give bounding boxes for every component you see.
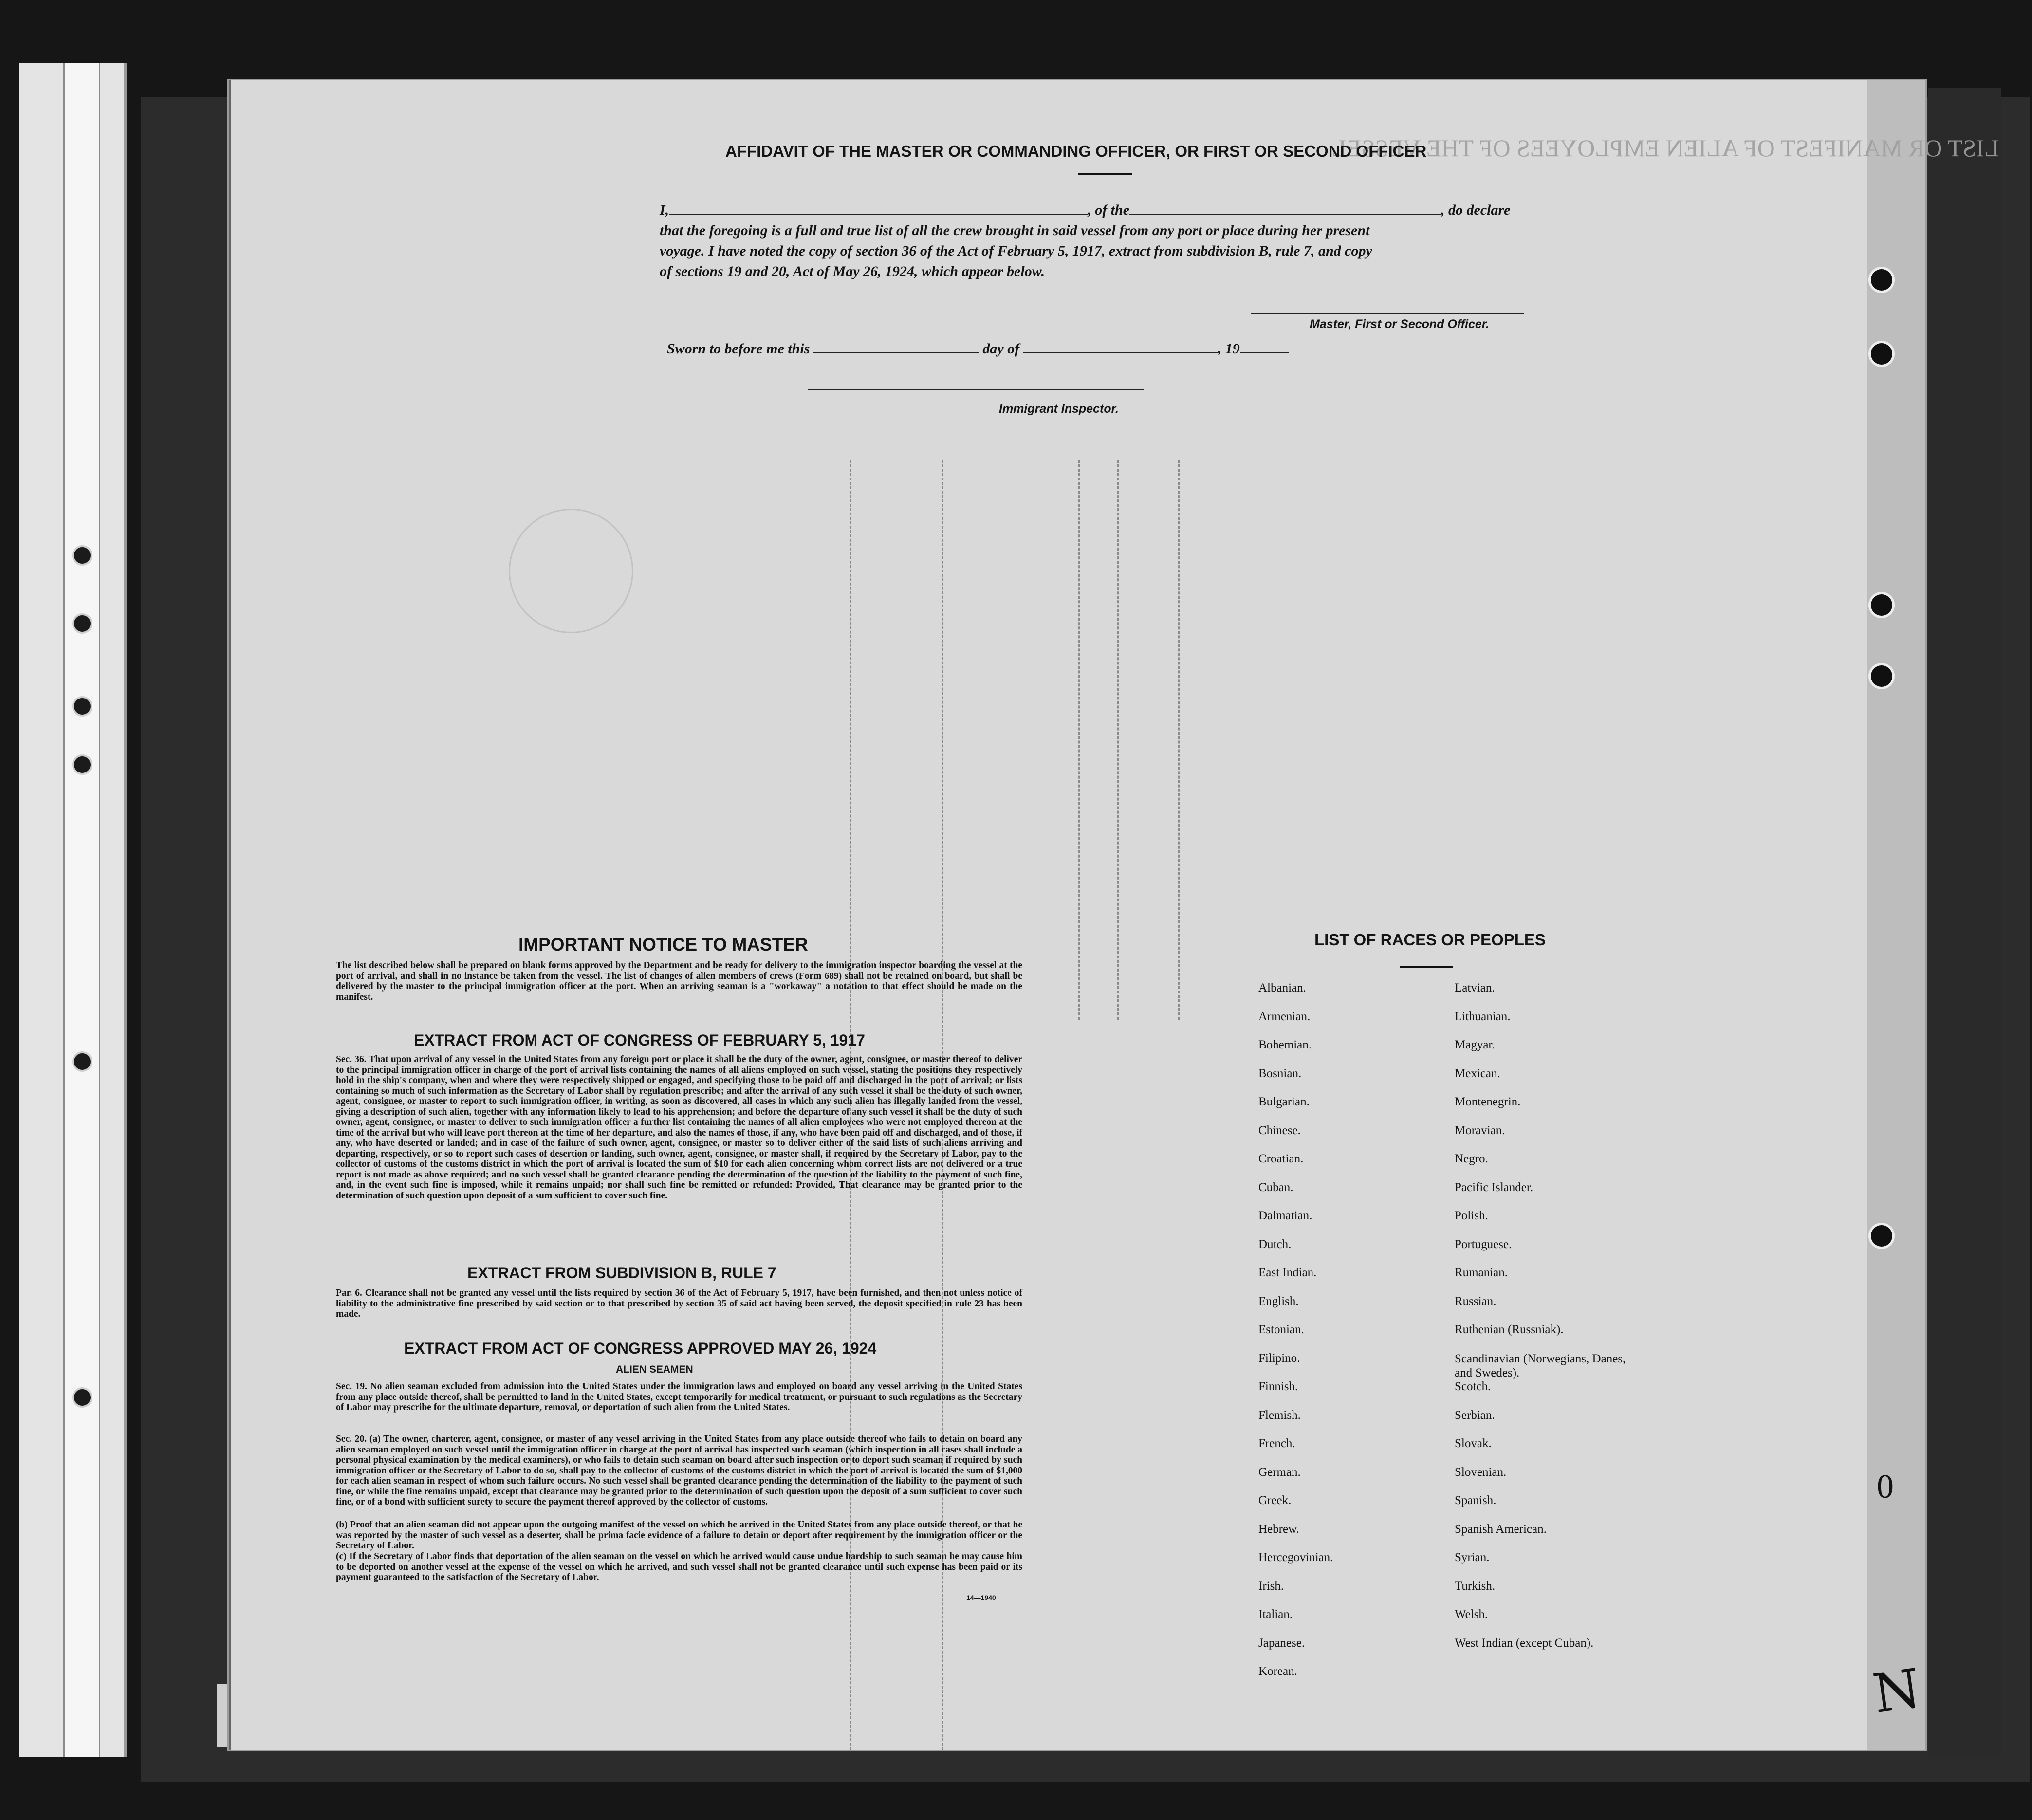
punch-hole [72,1387,92,1408]
declaration-line-2: that the foregoing is a full and true list of all the crew brought in said vessel from any port or place during her present [660,222,1370,239]
punch-hole [72,696,92,717]
race-item: Armenian. [1258,1010,1311,1023]
title-rule [1078,173,1132,175]
bleed-through-rule [1078,460,1080,1020]
race-item: Albanian. [1258,981,1306,994]
race-item: Korean. [1258,1665,1297,1678]
race-item: French. [1258,1437,1295,1450]
race-item: Russian. [1455,1294,1496,1308]
race-item: Hercegovinian. [1258,1551,1333,1564]
race-item: Dalmatian. [1258,1209,1312,1222]
race-item: Portuguese. [1455,1237,1512,1251]
race-item: Negro. [1455,1152,1488,1165]
race-item: Magyar. [1455,1038,1495,1051]
right-edge-shadow [1928,88,2001,1757]
race-item: Moravian. [1455,1123,1505,1137]
race-item: Ruthenian (Russniak). [1455,1323,1564,1336]
race-item: Mexican. [1455,1066,1500,1080]
race-item: Hebrew. [1258,1522,1299,1536]
race-item: Spanish American. [1455,1522,1547,1536]
binder-ring [1868,1223,1895,1249]
sworn-text-b: day of [982,341,1020,357]
sworn-month-blank[interactable] [1023,352,1218,353]
handwritten-circle-mark: 0 [1877,1468,1894,1506]
race-item: Flemish. [1258,1408,1301,1422]
name-blank[interactable] [669,214,1088,215]
sec20c-text: (c) If the Secretary of Labor finds that deportation of the alien seaman on the vessel on which he arrived would cause undue hardship to such seaman he may cause him to be deported on another vessel at the expense of the vessel on which he arrived, and such vessel shall not be granted clearance until such expense has been paid or its payment guaranteed to the satisfaction of the Secretary of Labor. [336,1551,1022,1582]
sworn-text-c: , 19 [1218,341,1240,357]
race-item: Montenegrin. [1455,1095,1521,1108]
punch-hole [72,545,92,566]
race-item: Scandinavian (Norwegians, Danes, and Swedes). [1455,1352,1626,1379]
declaration-line-4: of sections 19 and 20, Act of May 26, 1924, which appear below. [660,263,1045,279]
declaration-line-1 [660,202,1510,219]
binder-ring [1868,592,1895,618]
race-item: Estonian. [1258,1323,1304,1336]
race-item: Latvian. [1455,981,1495,994]
strip-center-band [63,63,100,1757]
signature-line[interactable] [1251,313,1524,314]
affidavit-title: AFFIDAVIT OF THE MASTER OR COMMANDING OFFICER, OR FIRST OR SECOND OFFICER [725,142,1427,160]
left-binding-strip [19,63,127,1757]
race-item: Spanish. [1455,1494,1496,1507]
race-item: West Indian (except Cuban). [1455,1636,1594,1650]
extract-1924-title: EXTRACT FROM ACT OF CONGRESS APPROVED MAY 26, 1924 [404,1340,877,1357]
races-title: LIST OF RACES OR PEOPLES [1314,931,1546,949]
sec20b-text: (b) Proof that an alien seaman did not appear upon the outgoing manifest of the vessel on which he arrived in the United States from any place outside thereof, or that he was reported by the master of such vessel as a deserter, shall be prima facie evidence of a failure to detain or deport after requirement by the immigration officer or the Secretary of Labor. [336,1520,1022,1551]
handwritten-mark: N [1869,1656,1924,1726]
race-item: Finnish. [1258,1380,1298,1393]
inspector-signature-line[interactable] [808,389,1144,390]
race-item: Polish. [1455,1209,1488,1222]
race-item: Cuban. [1258,1180,1293,1194]
sworn-day-blank[interactable] [813,352,979,353]
sworn-line [667,341,1289,357]
bleed-through-seal [509,509,633,633]
bleed-through-rule [1178,460,1180,1020]
race-item: Filipino. [1258,1351,1300,1365]
notice-title: IMPORTANT NOTICE TO MASTER [518,935,808,955]
form-number: 14—1940 [966,1594,996,1601]
race-item: East Indian. [1258,1266,1317,1279]
race-item: Slovak. [1455,1437,1492,1450]
race-item: Irish. [1258,1579,1284,1593]
race-item: Dutch. [1258,1237,1292,1251]
punch-hole [72,1051,92,1072]
declaration-i: I, [660,202,669,218]
extract-1917-text: Sec. 36. That upon arrival of any vessel in the United States from any foreign port or place it shall be the duty of the owner, agent, consignee, or master thereof to deliver to the principal immigration officer in charge of the port of arrival lists containing the names of all aliens employed on such vessel, stating the positions they respectively hold in the ship's company, when and where they were respectively shipped or engaged, and specifying those to be paid off and discharged in the port of arrival; or lists containing so much of such information as the Secretary of Labor shall by regulation prescribe; and after the arrival of any such vessel it shall be the duty of such owner, agent, consignee, or master to report to such immigration officer, in writing, as soon as discovered, all cases in which any such alien has illegally landed from the vessel, giving a description of such alien, together with any information likely to lead to his apprehension; and before the departure of any such vessel it shall be the duty of such owner, agent, consignee, or master to deliver to such immigration officer a further list containing the names of all alien employees who were not employed thereon at the time of the arrival but who will leave port thereon at the time of her departure, and also the names of those, if any, who have been paid off and discharged, and of those, if any, who have deserted or landed; and in case of the failure of such owner, agent, consignee, or master so to deliver either of the said lists of such aliens arriving and departing, respectively, or so to report such cases of desertion or landing, such owner, agent, consignee, or master shall, if required by the Secretary of Labor, pay to the collector of customs of the customs district in which the port of arrival is located the sum of $10 for each alien concerning whom correct lists are not delivered or a true report is not made as above required; and no such vessel shall be granted clearance pending the determination of the question of the liability to the payment of such fine, and, in the event such fine is imposed, while it remains unpaid; nor shall such fine be remitted or refunded: Provided, That clearance may be granted prior to the determination of such question upon deposit of a sum sufficient to cover such fine. [336,1054,1022,1201]
binder-ring [1868,663,1895,689]
declaration-declare: , do declare [1441,202,1511,218]
declaration-line-3: voyage. I have noted the copy of section 36 of the Act of February 5, 1917, extract from subdivision B, rule 7, and copy [660,243,1372,259]
race-item: Croatian. [1258,1152,1304,1165]
punch-hole [72,754,92,775]
bleed-through-heading: LIST OR MANIFEST OF ALIEN EMPLOYEES OF THE VESSEL [1331,134,1999,162]
race-item: Slovenian. [1455,1465,1507,1479]
punch-hole [72,613,92,634]
race-item: Scotch. [1455,1380,1491,1393]
rule7-text: Par. 6. Clearance shall not be granted any vessel until the lists required by section 36 of the Act of February 5, 1917, have been furnished, and then not unless notice of liability to the administrative fine prescribed by said section or to that prescribed by section 35 of said act having been served, the deposit specified in rule 23 has been made. [336,1288,1022,1319]
race-item: Japanese. [1258,1636,1305,1650]
race-item: Syrian. [1455,1551,1490,1564]
rule7-title: EXTRACT FROM SUBDIVISION B, RULE 7 [467,1264,776,1282]
inspector-label: Immigrant Inspector. [999,402,1119,416]
alien-seamen-subtitle: ALIEN SEAMEN [616,1364,693,1375]
race-item: Italian. [1258,1608,1293,1621]
page-right-margin [1867,80,1925,1750]
race-item: English. [1258,1294,1299,1308]
race-item: Chinese. [1258,1123,1301,1137]
race-item: Bosnian. [1258,1066,1302,1080]
race-item: Bohemian. [1258,1038,1312,1051]
rank-blank[interactable] [1129,214,1441,215]
sworn-text-a: Sworn to before me this [667,341,810,357]
notice-text: The list described below shall be prepared on blank forms approved by the Department and be ready for delivery to the immigration inspector boarding the vessel at the port of arrival, and shall in no instance be taken from the vessel. The list of changes of alien members of crews (Form 689) shall not be retained on board, but shall be delivered by the master to the principal immigration officer at the port. When an arriving seaman is a "workaway" a notation to that effect should be made on the manifest. [336,960,1022,1002]
sec20a-text: Sec. 20. (a) The owner, charterer, agent, consignee, or master of any vessel arriving in the United States from any place outside thereof who fails to detain on board any alien seaman employed on such vessel until the immigration officer in charge at the port of arrival has inspected such seaman (which inspection in all cases shall include a personal physical examination by the medical examiners), or who fails to detain such seaman on board after such inspection or to deport such seaman if required by such immigration officer or the Secretary of Labor to do so, shall pay to the collector of customs of the customs district in which the port of arrival is located the sum of $1,000 for each alien seaman in respect of whom such failure occurs. No such vessel shall be granted clearance pending the determination of the liability to the payment of such fine, or while the fine remains unpaid, except that clearance may be granted prior to the determination of such question upon the deposit of a sum sufficient to cover such fine, or of a bond with sufficient surety to secure the payment thereof approved by the collector of customs. [336,1434,1022,1507]
race-item: Lithuanian. [1455,1010,1511,1023]
race-item: Greek. [1258,1494,1292,1507]
race-item: Serbian. [1455,1408,1495,1422]
binder-ring [1868,267,1895,293]
race-item: Pacific Islander. [1455,1180,1533,1194]
race-item: Rumanian. [1455,1266,1508,1279]
declaration-of-the: , of the [1088,202,1130,218]
extract-1917-title: EXTRACT FROM ACT OF CONGRESS OF FEBRUARY 5, 1917 [414,1031,865,1049]
race-item: German. [1258,1465,1301,1479]
race-item: Bulgarian. [1258,1095,1310,1108]
race-item: Welsh. [1455,1608,1488,1621]
binder-ring [1868,341,1895,367]
sworn-year-blank[interactable] [1240,352,1289,353]
races-title-rule [1400,966,1453,968]
race-item: Turkish. [1455,1579,1496,1593]
sec19-text: Sec. 19. No alien seaman excluded from admission into the United States under the immigration laws and employed on board any vessel arriving in the United States from any place outside thereof, shall be permitted to land in the United States, except temporarily for medical treatment, or pursuant to such regulations as the Secretary of Labor may prescribe for the ultimate departure, removal, or deportation of such alien from the United States. [336,1381,1022,1413]
bleed-through-rule [1117,460,1119,1020]
signature-label: Master, First or Second Officer. [1310,317,1490,331]
